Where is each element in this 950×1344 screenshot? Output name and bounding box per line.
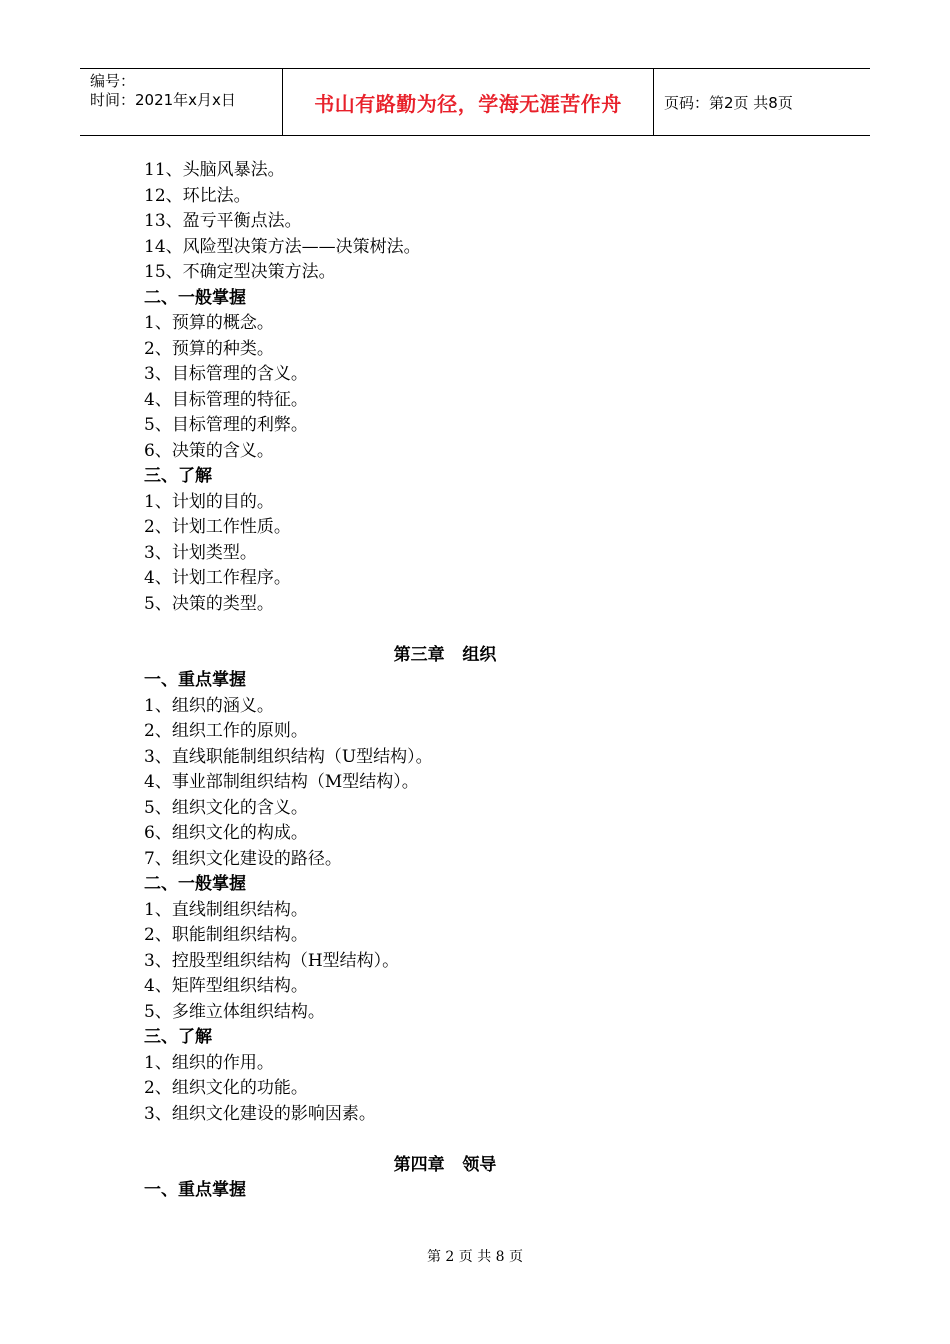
list-item: 12、环比法。	[144, 185, 251, 206]
section-heading: 二、一般掌握	[144, 287, 246, 308]
date-label: 时间：2021年x月x日	[90, 91, 236, 109]
list-item: 2、计划工作性质。	[144, 517, 291, 537]
list-item: 1、组织的涵义。	[144, 695, 274, 716]
list-item: 6、组织文化的构成。	[144, 823, 308, 843]
list-item: 2、职能制组织结构。	[144, 925, 308, 945]
list-item: 4、计划工作程序。	[144, 568, 291, 588]
section-heading: 二、一般掌握	[144, 874, 246, 894]
chapter2-list	[144, 158, 870, 617]
section-heading: 一、重点掌握	[144, 670, 246, 690]
list-item: 5、组织文化的含义。	[144, 797, 308, 818]
chapter3-title: 第三章 组织	[393, 644, 497, 665]
document-body	[144, 158, 870, 1204]
list-item: 6、决策的含义。	[144, 440, 274, 461]
list-item: 5、多维立体组织结构。	[144, 1001, 325, 1022]
chapter4-list	[144, 1178, 870, 1204]
header-page-label: 页码：第2页 共8页	[664, 93, 793, 112]
header-motto: 书山有路勤为径，学海无涯苦作舟	[282, 69, 654, 135]
chapter4-title: 第四章 领导	[393, 1154, 497, 1175]
list-item: 11、头脑风暴法。	[144, 160, 285, 180]
list-item: 1、直线制组织结构。	[144, 899, 308, 920]
section-heading: 三、了解	[144, 466, 212, 486]
list-item: 3、直线职能制组织结构（U型结构）。	[144, 746, 433, 767]
list-item: 15、不确定型决策方法。	[144, 262, 336, 282]
list-item: 1、组织的作用。	[144, 1052, 274, 1073]
list-item: 1、计划的目的。	[144, 491, 274, 512]
list-item: 5、决策的类型。	[144, 593, 274, 614]
page-header	[80, 68, 870, 136]
list-item: 3、控股型组织结构（H型结构）。	[144, 950, 400, 971]
list-item: 14、风险型决策方法——决策树法。	[144, 236, 421, 257]
list-item: 3、计划类型。	[144, 542, 257, 563]
list-item: 2、预算的种类。	[144, 338, 274, 359]
list-item: 5、目标管理的利弊。	[144, 415, 308, 435]
list-item: 3、目标管理的含义。	[144, 364, 308, 384]
section-heading: 三、了解	[144, 1027, 212, 1047]
header-meta	[80, 69, 282, 135]
list-item: 4、矩阵型组织结构。	[144, 976, 308, 996]
list-item: 2、组织工作的原则。	[144, 721, 308, 741]
list-item: 2、组织文化的功能。	[144, 1078, 308, 1098]
chapter3-list	[144, 668, 870, 1127]
section-heading: 一、重点掌握	[144, 1180, 246, 1200]
list-item: 1、预算的概念。	[144, 313, 274, 333]
list-item: 13、盈亏平衡点法。	[144, 211, 302, 231]
list-item: 7、组织文化建设的路径。	[144, 848, 342, 869]
list-item: 4、目标管理的特征。	[144, 389, 308, 410]
list-item: 3、组织文化建设的影响因素。	[144, 1103, 376, 1124]
list-item: 4、事业部制组织结构（M型结构）。	[144, 772, 419, 792]
code-label: 编号：	[90, 72, 136, 90]
page-footer: 第 2 页 共 8 页	[426, 1249, 524, 1265]
